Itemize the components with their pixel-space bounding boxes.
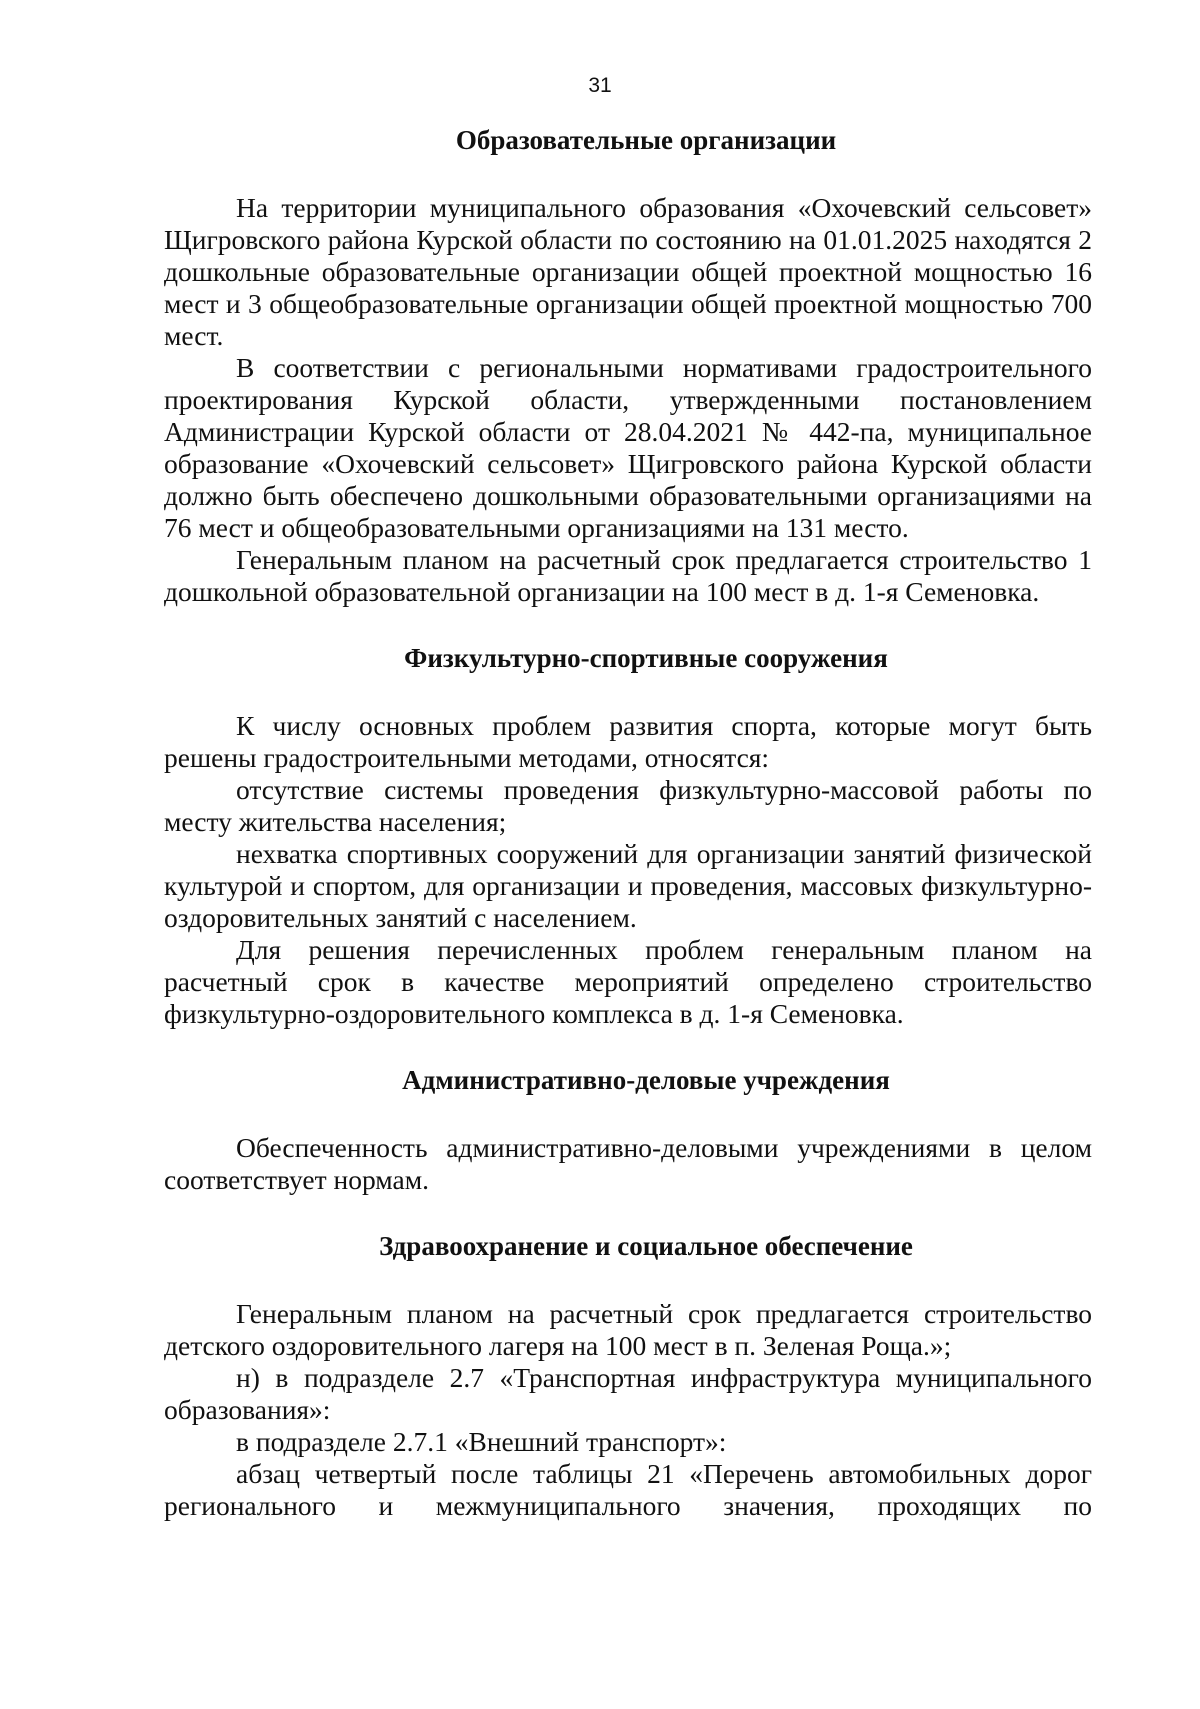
section-title-sports: Физкультурно-спортивные сооружения — [404, 643, 888, 673]
section-title-education: Образовательные организации — [455, 125, 837, 155]
paragraph: Генеральным планом на расчетный срок предлагается строительство детского оздоровительного лагеря на 100 мест в п. Зеленая Роща.»; — [164, 1298, 1092, 1361]
page-body — [164, 124, 1092, 1522]
paragraph: Генеральным планом на расчетный срок предлагается строительство 1 дошкольной образовательной организации на 100 мест в д. 1-я Семеновка. — [164, 544, 1092, 607]
paragraph: Для решения перечисленных проблем генеральным планом на расчетный срок в качестве мероприятий определено строительство физкультурно-оздоровительного комплекса в д. 1-я Семеновка. — [164, 934, 1092, 1029]
paragraph: нехватка спортивных сооружений для организации занятий физической культурой и спортом, для организации и проведения, массовых физкультурно-оздоровительных занятий с населением. — [164, 838, 1092, 933]
paragraph: отсутствие системы проведения физкультурно-массовой работы по месту жительства населения; — [164, 774, 1092, 837]
section-title-administrative: Административно-деловые учреждения — [402, 1065, 890, 1095]
paragraph: На территории муниципального образования «Охочевский сельсовет» Щигровского района Курской области по состоянию на 01.01.2025 находятся 2 дошкольные образовательные организации общей проектной мощностью 16 мест и 3 общеобразовательные организации общей проектной мощностью 700 мест. — [164, 192, 1092, 351]
paragraph: В соответствии с региональными нормативами градостроительного проектирования Курской области, утвержденными постановлением Администрации Курской области от 28.04.2021 № 442-па, муниципальное образование «Охочевский сельсовет» Щигровского района Курской области должно быть обеспечено дошкольными образовательными организациями на 76 мест и общеобразовательными организациями на 131 место. — [164, 352, 1092, 543]
section-title-healthcare: Здравоохранение и социальное обеспечение — [379, 1231, 913, 1261]
paragraph: абзац четвертый после таблицы 21 «Перечень автомобильных дорог регионального и межмуниципального значения, проходящих по — [164, 1458, 1092, 1521]
paragraph: в подразделе 2.7.1 «Внешний транспорт»: — [236, 1426, 727, 1457]
paragraph: Обеспеченность административно-деловыми учреждениями в целом соответствует нормам. — [164, 1132, 1092, 1195]
paragraph: К числу основных проблем развития спорта, которые могут быть решены градостроительными методами, относятся: — [164, 710, 1092, 773]
paragraph: н) в подразделе 2.7 «Транспортная инфраструктура муниципального образования»: — [164, 1362, 1092, 1425]
page-number: 31 — [588, 74, 612, 97]
